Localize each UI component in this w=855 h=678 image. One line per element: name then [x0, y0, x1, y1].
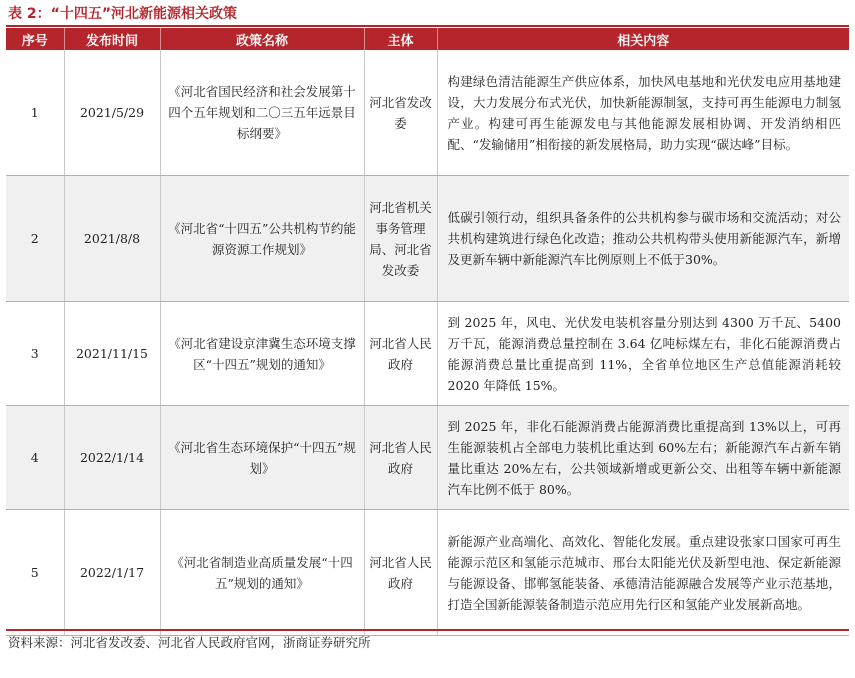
cell-issuer: 河北省人民政府 [364, 406, 437, 510]
cell-date: 2021/5/29 [64, 50, 160, 176]
bottom-rule [6, 629, 849, 631]
source-note: 资料来源：河北省发改委、河北省人民政府官网，浙商证券研究所 [8, 635, 371, 650]
header-issuer: 主体 [364, 28, 437, 50]
cell-date: 2021/8/8 [64, 176, 160, 302]
cell-content: 新能源产业高端化、高效化、智能化发展。重点建设张家口国家可再生能源示范区和氢能示范城市、邢台太阳能光伏及新型电池、保定新能源与能源设备、邯郸氢能装备、承德清洁能源融合发展等产业示范基地，打造全国新能源装备制造示范应用先行区和氢能产业发展新高地。 [437, 510, 849, 636]
cell-no: 4 [6, 406, 64, 510]
cell-name: 《河北省建设京津冀生态环境支撑区“十四五”规划的通知》 [160, 302, 364, 406]
header-content: 相关内容 [437, 28, 849, 50]
title-rule [6, 25, 849, 27]
cell-no: 1 [6, 50, 64, 176]
cell-content: 构建绿色清洁能源生产供应体系，加快风电基地和光伏发电应用基地建设，大力发展分布式光伏，加快新能源制氢，支持可再生能源电力制氢产业。构建可再生能源发电与其他能源发展相协调、开发消纳相匹配、“发输储用”相衔接的新发展格局，助力实现“碳达峰”目标。 [437, 50, 849, 176]
cell-name: 《河北省制造业高质量发展“十四五”规划的通知》 [160, 510, 364, 636]
cell-name: 《河北省国民经济和社会发展第十四个五年规划和二〇三五年远景目标纲要》 [160, 50, 364, 176]
table-row [6, 176, 849, 302]
cell-content: 低碳引领行动，组织具备条件的公共机构参与碳市场和交流活动；对公共机构建筑进行绿色化改造；推动公共机构带头使用新能源汽车，新增及更新车辆中新能源汽车比例原则上不低于30%。 [437, 176, 849, 302]
cell-no: 5 [6, 510, 64, 636]
cell-date: 2022/1/14 [64, 406, 160, 510]
header-row [6, 28, 849, 50]
header-name: 政策名称 [160, 28, 364, 50]
header-no: 序号 [6, 28, 64, 50]
cell-content: 到 2025 年，非化石能源消费占能源消费比重提高到 13%以上，可再生能源装机占全部电力装机比重达到 60%左右；新能源汽车占新车销量比重达 20%左右，公共领域新增或更新公交、出租等车辆中新能源汽车比例不低于 80%。 [437, 406, 849, 510]
cell-name: 《河北省“十四五”公共机构节约能源资源工作规划》 [160, 176, 364, 302]
table-row [6, 510, 849, 636]
table-row [6, 302, 849, 406]
cell-issuer: 河北省人民政府 [364, 510, 437, 636]
cell-date: 2021/11/15 [64, 302, 160, 406]
cell-no: 2 [6, 176, 64, 302]
cell-content: 到 2025 年，风电、光伏发电装机容量分别达到 4300 万千瓦、5400 万千瓦，能源消费总量控制在 3.64 亿吨标煤左右，非化石能源消费占能源消费总量比重提高到 11%，全省单位地区生产总值能源消耗较 2020 年降低 15%。 [437, 302, 849, 406]
cell-issuer: 河北省机关事务管理局、河北省发改委 [364, 176, 437, 302]
policy-table [6, 28, 849, 636]
cell-issuer: 河北省人民政府 [364, 302, 437, 406]
cell-no: 3 [6, 302, 64, 406]
table-title: 表 2：“十四五”河北新能源相关政策 [8, 6, 238, 22]
cell-issuer: 河北省发改委 [364, 50, 437, 176]
cell-name: 《河北省生态环境保护“十四五”规划》 [160, 406, 364, 510]
cell-date: 2022/1/17 [64, 510, 160, 636]
table-row [6, 50, 849, 176]
header-date: 发布时间 [64, 28, 160, 50]
table-row [6, 406, 849, 510]
